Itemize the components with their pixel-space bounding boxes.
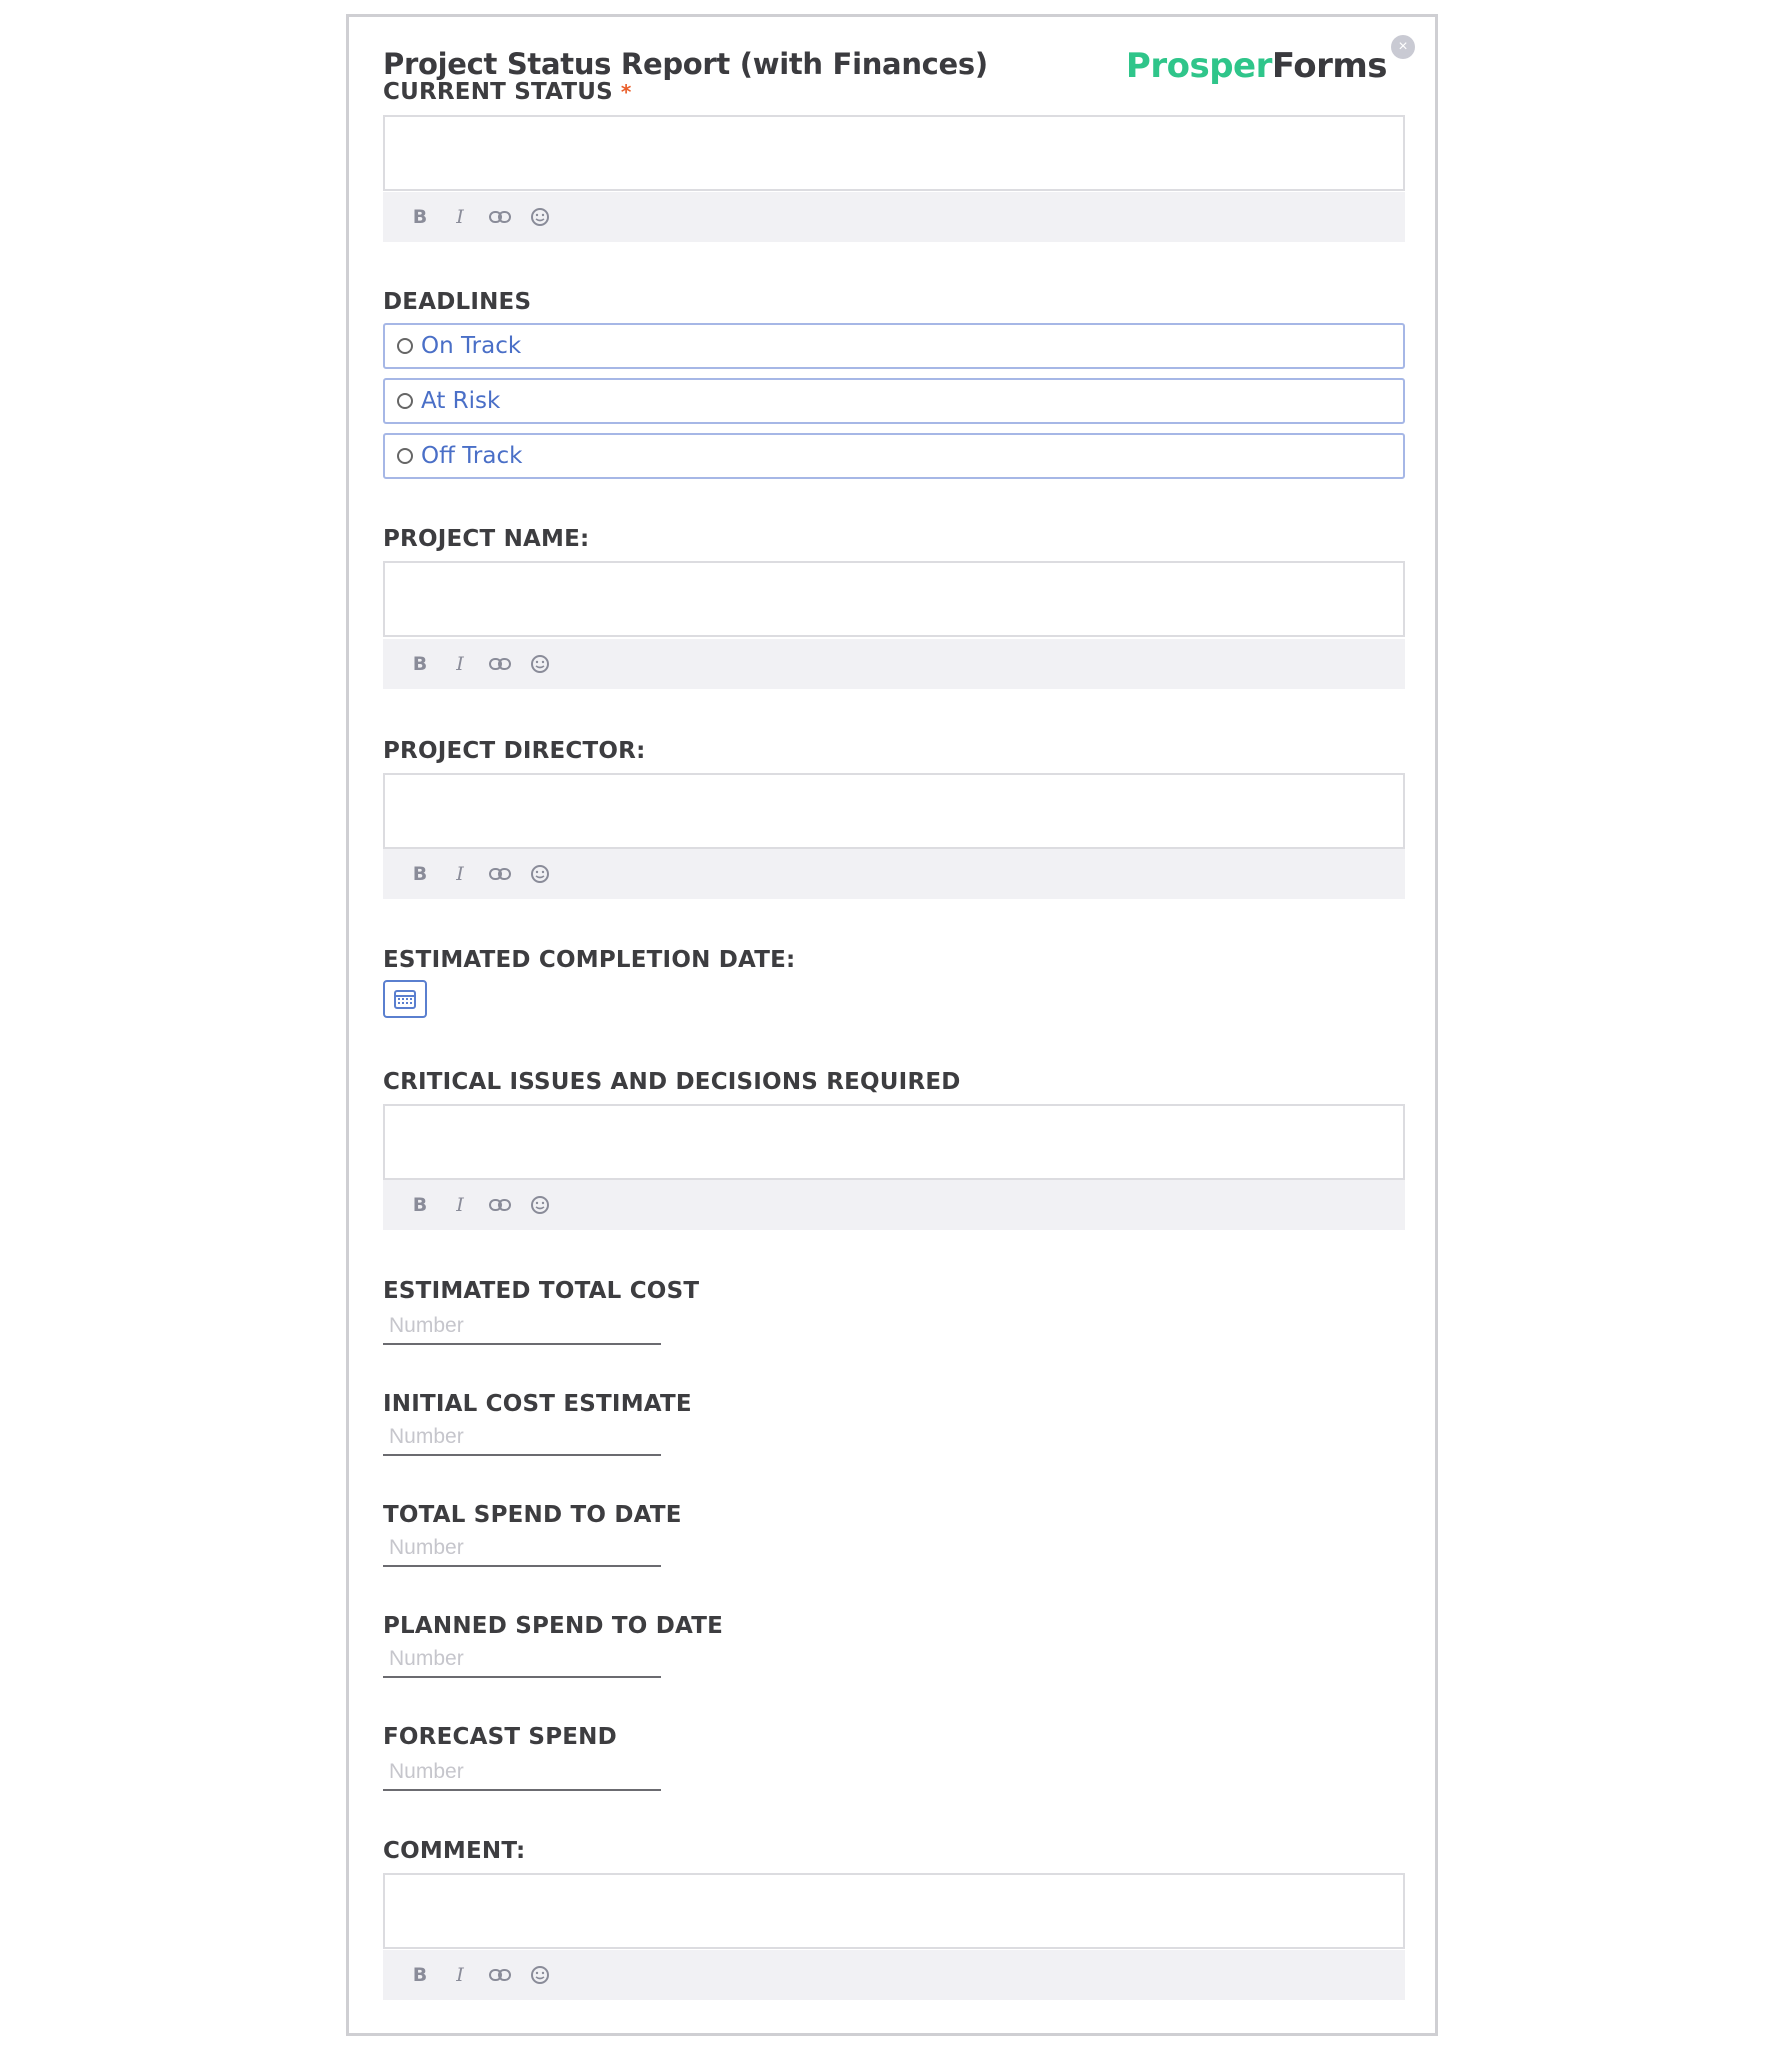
estimated-total-cost-input[interactable] (383, 1311, 673, 1341)
required-asterisk: * (620, 80, 632, 104)
initial-cost-estimate-input[interactable] (383, 1422, 673, 1452)
bold-button[interactable]: B (412, 653, 428, 675)
radio-label: Off Track (421, 443, 523, 469)
italic-button[interactable]: I (456, 1964, 464, 1986)
planned-spend-to-date-field (383, 1644, 661, 1678)
radio-circle (397, 448, 413, 464)
critical-issues-input[interactable] (383, 1104, 1405, 1180)
radio-label: At Risk (421, 388, 501, 414)
critical-issues-label: CRITICAL ISSUES AND DECISIONS REQUIRED (383, 1069, 961, 1095)
current-status-toolbar (383, 192, 1405, 242)
radio-circle (397, 393, 413, 409)
initial-cost-estimate-field (383, 1422, 661, 1456)
close-icon[interactable]: × (1391, 35, 1415, 59)
forecast-spend-input[interactable] (383, 1757, 673, 1787)
current-status-label (383, 79, 632, 105)
initial-cost-estimate-label: INITIAL COST ESTIMATE (383, 1391, 692, 1417)
link-icon[interactable] (489, 863, 511, 885)
link-icon[interactable] (489, 1194, 511, 1216)
critical-issues-toolbar (383, 1180, 1405, 1230)
italic-button[interactable]: I (456, 1194, 464, 1216)
bold-button[interactable]: B (412, 1964, 428, 1986)
calendar-icon[interactable] (383, 980, 427, 1018)
estimated-total-cost-label: ESTIMATED TOTAL COST (383, 1278, 700, 1304)
total-spend-to-date-field (383, 1533, 661, 1567)
forecast-spend-field (383, 1757, 661, 1791)
total-spend-to-date-input[interactable] (383, 1533, 673, 1563)
form-card (346, 14, 1438, 2036)
link-icon[interactable] (489, 653, 511, 675)
deadlines-label: DEADLINES (383, 289, 532, 315)
radio-circle (397, 338, 413, 354)
emoji-icon[interactable] (529, 863, 551, 885)
comment-label: COMMENT: (383, 1838, 526, 1864)
emoji-icon[interactable] (529, 206, 551, 228)
bold-button[interactable]: B (412, 1194, 428, 1216)
comment-toolbar (383, 1950, 1405, 2000)
project-director-label: PROJECT DIRECTOR: (383, 738, 646, 764)
italic-button[interactable]: I (456, 653, 464, 675)
project-name-input[interactable] (383, 561, 1405, 637)
planned-spend-to-date-label: PLANNED SPEND TO DATE (383, 1613, 724, 1639)
project-director-input[interactable] (383, 773, 1405, 849)
total-spend-to-date-label: TOTAL SPEND TO DATE (383, 1502, 682, 1528)
estimated-total-cost-field (383, 1311, 661, 1345)
project-director-toolbar (383, 849, 1405, 899)
prosperforms-logo (1126, 46, 1387, 86)
emoji-icon[interactable] (529, 1194, 551, 1216)
forecast-spend-label: FORECAST SPEND (383, 1724, 617, 1750)
radio-at-risk[interactable] (383, 378, 1405, 424)
bold-button[interactable]: B (412, 863, 428, 885)
italic-button[interactable]: I (456, 206, 464, 228)
completion-date-label: ESTIMATED COMPLETION DATE: (383, 947, 796, 973)
logo-part-forms: Forms (1271, 46, 1387, 86)
current-status-label-text: CURRENT STATUS (383, 79, 613, 105)
link-icon[interactable] (489, 1964, 511, 1986)
form-title: Project Status Report (with Finances) (383, 47, 988, 81)
project-name-label: PROJECT NAME: (383, 526, 590, 552)
radio-off-track[interactable] (383, 433, 1405, 479)
planned-spend-to-date-input[interactable] (383, 1644, 673, 1674)
current-status-input[interactable] (383, 115, 1405, 191)
project-name-toolbar (383, 639, 1405, 689)
link-icon[interactable] (489, 206, 511, 228)
logo-part-prosper: Prosper (1125, 46, 1272, 86)
bold-button[interactable]: B (412, 206, 428, 228)
comment-input[interactable] (383, 1873, 1405, 1949)
italic-button[interactable]: I (456, 863, 464, 885)
radio-on-track[interactable] (383, 323, 1405, 369)
radio-label: On Track (421, 333, 522, 359)
emoji-icon[interactable] (529, 1964, 551, 1986)
emoji-icon[interactable] (529, 653, 551, 675)
